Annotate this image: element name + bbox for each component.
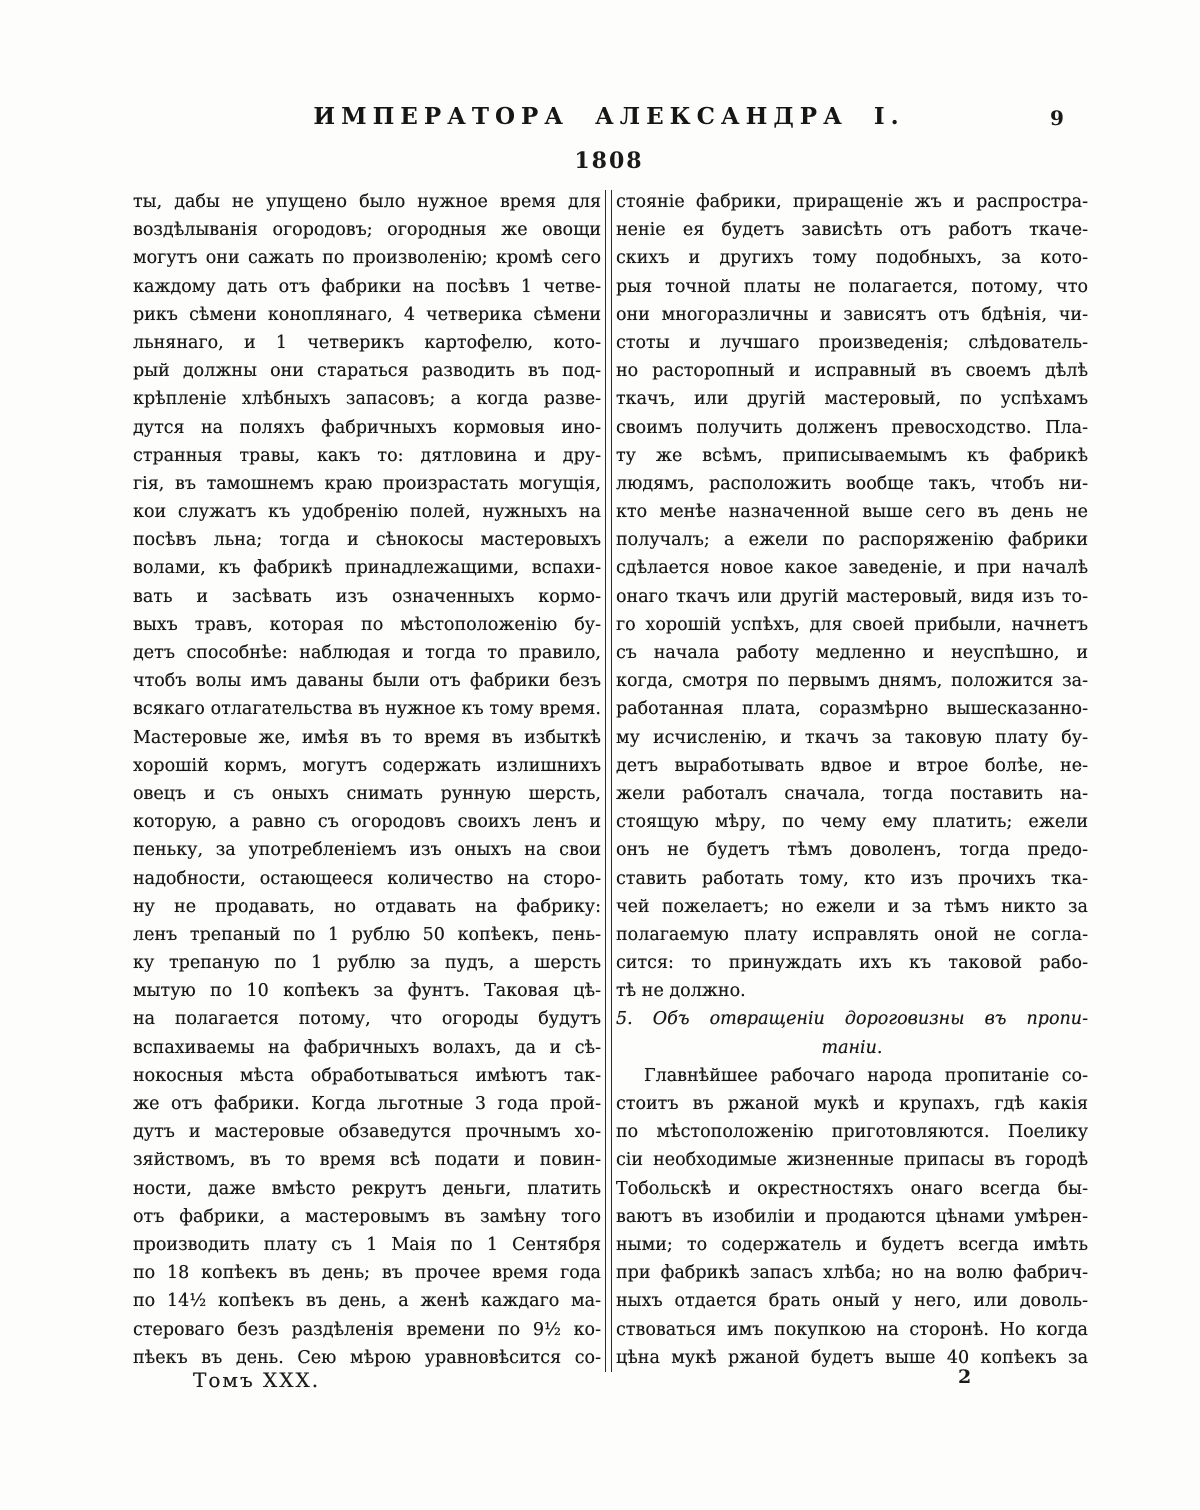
text-line: дутъ и мастеровые обзаведутся прочнымъ хо-	[133, 1122, 601, 1143]
text-line: рый должны они стараться разводить въ под-	[133, 361, 601, 382]
text-line: людямъ, расположить вообще такъ, чтобъ ни-	[616, 473, 1088, 494]
text-line: чей пожелаетъ; но ежели и за тѣмъ никто за	[616, 896, 1088, 917]
text-line: чтобъ волы имъ даваны были отъ фабрики безъ	[133, 671, 601, 692]
text-line: ными; то содержатель и будетъ всегда имѣть	[616, 1234, 1088, 1255]
text-line: дутся на поляхъ фабричныхъ кормовыя ино-	[133, 417, 601, 438]
text-line: детъ способнѣе: наблюдая и тогда то правило,	[133, 643, 601, 663]
volume-label: Томъ XXX.	[193, 1368, 321, 1392]
text-line: хорошій кормъ, могутъ содержать излишнихъ	[133, 755, 601, 776]
text-line: воздѣлыванія огородовъ; огородныя же овощи	[133, 220, 601, 241]
text-line: по мѣстоположенію приготовляются. Поелику	[616, 1122, 1088, 1143]
text-line: рыя точной платы не полагается, потому, что	[616, 276, 1088, 297]
text-line: мытую по 10 копѣекъ за фунтъ. Таковая цѣ-	[133, 981, 601, 1002]
text-line: могутъ они сажать по произволенію; кромѣ сего	[133, 248, 601, 269]
text-line: неніе ея будетъ зависѣть отъ работъ ткаче-	[616, 220, 1088, 241]
text-line: ныхъ отдается брать оный у него, или доволь-	[616, 1291, 1088, 1312]
text-line: получалъ; а ежели по распоряженію фабрики	[616, 530, 1088, 551]
text-line: зяйствомъ, въ то время всѣ подати и повин-	[133, 1150, 601, 1171]
section-heading-line: таніи.	[821, 1037, 883, 1058]
text-line: ты, дабы не упущено было нужное время для	[133, 192, 601, 212]
text-line: странныя травы, какъ то: дятловина и дру-	[133, 445, 601, 466]
text-line: го хорошій успѣхъ, для своей прибыли, начнетъ	[616, 614, 1088, 635]
text-line: всякаго отлагательства въ нужное къ тому время.	[133, 699, 601, 720]
text-line: по 14½ копѣекъ въ день, а женѣ каждаго ма-	[133, 1291, 601, 1312]
text-line: выхъ травъ, которая по мѣстоположенію бу-	[133, 614, 601, 635]
text-line: сится: то принуждать ихъ къ таковой рабо-	[616, 953, 1088, 974]
text-line: ну не продавать, но отдавать на фабрику:	[133, 896, 601, 917]
text-line: овецъ и съ оныхъ снимать рунную шерсть,	[133, 783, 601, 804]
text-line: надобности, остающееся количество на сторо-	[133, 868, 601, 889]
text-line: которую, а равно съ огородовъ своихъ ленъ и	[133, 812, 601, 833]
text-line: посѣвъ льна; тогда и сѣнокосы мастеровыхъ	[133, 530, 601, 551]
text-line: пѣекъ въ день. Сею мѣрою уравновѣсится со-	[133, 1347, 601, 1368]
text-line: ткачъ, или другій мастеровый, по успѣхамъ	[616, 389, 1088, 410]
text-line: производить плату съ 1 Маія по 1 Сентября	[133, 1234, 601, 1255]
right-column	[616, 188, 1088, 1372]
text-line: ту же всѣмъ, приписываемымъ къ фабрикѣ	[616, 445, 1088, 466]
text-line: по 18 копѣекъ въ день; въ прочее время года	[133, 1263, 601, 1284]
text-line: тѣ не должно.	[616, 981, 746, 1002]
page-title: ИМПЕРАТОРА АЛЕКСАНДРА I.	[313, 103, 905, 130]
text-line: полагаемую плату исправлять оной не согла-	[616, 924, 1088, 945]
section-heading-line: 5. Объ отвращеніи дороговизны въ пропи-	[616, 1009, 1088, 1030]
text-line: ствоваться имъ покупкою на сторонѣ. Но когда	[616, 1319, 1088, 1340]
text-line: жели работалъ сначала, тогда поставить на-	[616, 783, 1088, 804]
column-divider-rule	[605, 190, 612, 1372]
text-line: ваютъ въ изобиліи и продаются цѣнами умѣрен-	[616, 1206, 1088, 1227]
text-line: при фабрикѣ запасъ хлѣба; но на волю фабрич-	[616, 1263, 1088, 1284]
signature-mark: 2	[958, 1366, 972, 1388]
text-line: пеньку, за употребленіемъ изъ оныхъ на свои	[133, 840, 601, 861]
text-line: крѣпленіе хлѣбныхъ запасовъ; а когда разве-	[133, 389, 601, 410]
text-line: стояніе фабрики, приращеніе жъ и распростра-	[616, 192, 1088, 212]
text-line: съ начала работу медленно и неуспѣшно, и	[616, 643, 1088, 663]
text-line: своимъ получить долженъ превосходство. Пла-	[616, 417, 1088, 438]
text-line: стоты и лучшаго произведенія; слѣдователь-	[616, 332, 1088, 353]
text-columns	[133, 188, 1088, 1372]
text-line: Тобольскѣ и окрестностяхъ онаго всегда бы-	[616, 1178, 1088, 1199]
text-line: скихъ и другихъ тому подобныхъ, за кото-	[616, 248, 1088, 269]
text-line: они многоразличны и зависятъ отъ бдѣнія, чи-	[616, 304, 1088, 325]
text-line: отъ фабрики, а мастеровымъ въ замѣну того	[133, 1206, 601, 1227]
text-line: когда, смотря по первымъ днямъ, положится за-	[616, 671, 1088, 692]
text-line: рикъ сѣмени коноплянаго, 4 четверика сѣмени	[133, 304, 601, 325]
text-line: вспахиваемы на фабричныхъ волахъ, да и сѣ-	[133, 1037, 601, 1058]
text-line: онаго ткачъ или другій мастеровый, видя изъ то-	[616, 586, 1088, 607]
text-line: стероваго безъ раздѣленія времени по 9½ ко-	[133, 1319, 601, 1340]
text-line: ленъ трепаный по 1 рублю 50 копѣекъ, пень-	[133, 924, 601, 945]
text-line: онъ не будетъ тѣмъ доволенъ, тогда предо-	[616, 840, 1088, 861]
text-line: ставить работать тому, кто изъ прочихъ тка-	[616, 868, 1088, 889]
text-line: на полагается потому, что огороды будутъ	[133, 1009, 601, 1030]
text-line: детъ выработывать вдвое и втрое болѣе, не-	[616, 755, 1088, 776]
text-line: му исчисленію, и ткачъ за таковую плату бу-	[616, 727, 1088, 748]
text-line: ку трепаную по 1 рублю за пудъ, а шерсть	[133, 953, 601, 974]
text-line: нокосныя мѣста обработываться имѣютъ так-	[133, 1065, 601, 1086]
text-line: ности, даже вмѣсто рекрутъ деньги, платить	[133, 1178, 601, 1199]
text-line: льнянаго, и 1 четверикъ картофелю, кото-	[133, 332, 601, 353]
text-line: стоящую мѣру, по чему ему платить; ежели	[616, 812, 1088, 833]
page-number: 9	[1050, 106, 1064, 130]
text-line: работанная плата, соразмѣрно вышесказанно-	[616, 699, 1088, 720]
text-line: цѣна мукѣ ржаной будетъ выше 40 копѣекъ за	[616, 1347, 1088, 1368]
text-line: стоитъ въ ржаной мукѣ и крупахъ, гдѣ какія	[616, 1094, 1088, 1114]
text-line: кто менѣе назначенной выше сего въ день не	[616, 502, 1088, 523]
text-line: сдѣлается новое какое заведеніе, и при началѣ	[616, 558, 1088, 579]
text-line: сіи необходимые жизненные припасы въ городѣ	[616, 1150, 1088, 1171]
text-line: же отъ фабрики. Когда льготные 3 года прой-	[133, 1094, 601, 1114]
year-heading: 1808	[574, 148, 644, 174]
text-line: каждому дать отъ фабрики на посѣвъ 1 четве-	[133, 276, 601, 297]
text-line: гія, въ тамошнемъ краю произрастать могущія,	[133, 473, 601, 494]
left-column	[133, 188, 601, 1372]
text-line: волами, къ фабрикѣ принадлежащими, вспахи-	[133, 558, 601, 579]
text-line: Мастеровые же, имѣя въ то время въ избыткѣ	[133, 727, 601, 748]
text-line: кои служатъ къ удобренію полей, нужныхъ на	[133, 502, 601, 523]
text-line: вать и засѣвать изъ означенныхъ кормо-	[133, 586, 601, 607]
text-line: но расторопный и исправный въ своемъ дѣлѣ	[616, 361, 1088, 382]
text-line: Главнѣйшее рабочаго народа пропитаніе со-	[644, 1065, 1088, 1086]
